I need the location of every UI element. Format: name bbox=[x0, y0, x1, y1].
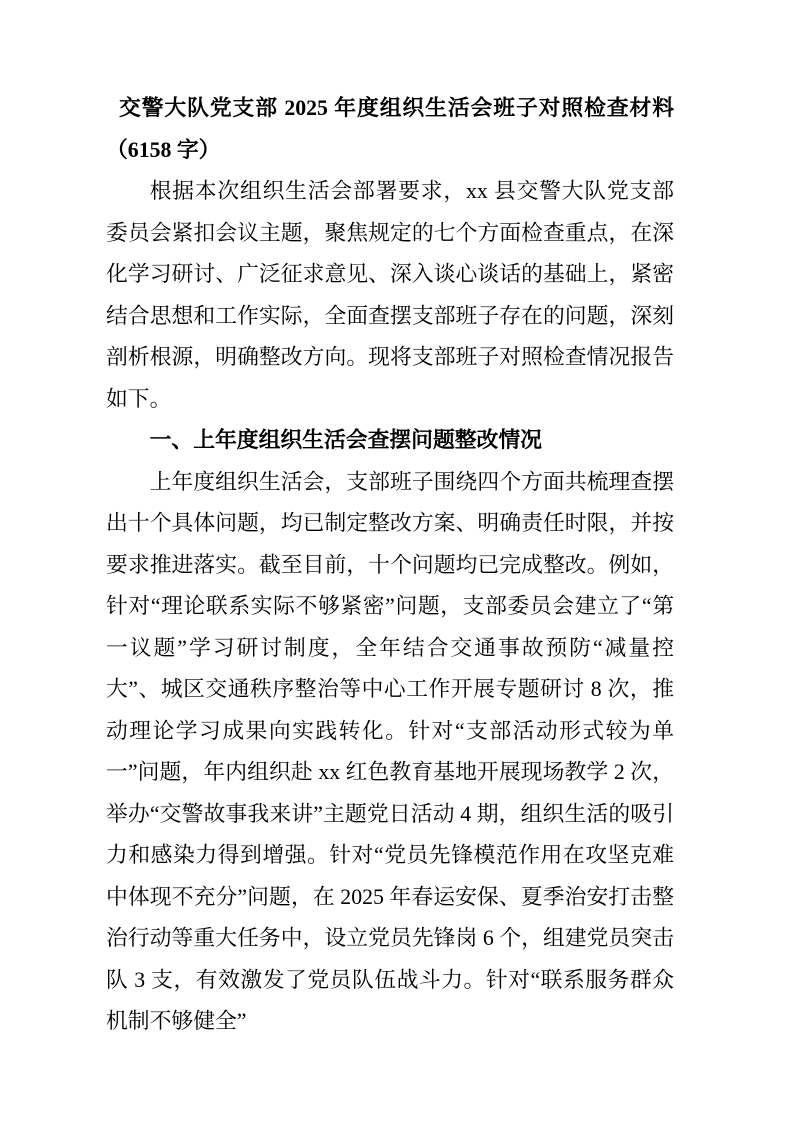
section-1-paragraph: 上年度组织生活会，支部班子围绕四个方面共梳理查摆出十个具体问题，均已制定整改方案、明确责任时限，并按要求推进落实。截至目前，十个问题均已完成整改。例如，针对“理论联系实际不够紧密”问题，支部委员会建立了“第一议题”学习研讨制度，全年结合交通事故预防“减量控大”、城区交通秩序整治等中心工作开展专题研讨 8 次，推动理论学习成果向实践转化。针对“支部活动形式较为单一”问题，年内组织赴 xx 红色教育基地开展现场教学 2 次，举办“交警故事我来讲”主题党日活动 4 期，组织生活的吸引力和感染力得到增强。针对“党员先锋模范作用在攻坚克难中体现不充分”问题，在 2025 年春运安保、夏季治安打击整治行动等重大任务中，设立党员先锋岗 6 个，组建党员突击队 3 支，有效激发了党员队伍战斗力。针对“联系服务群众机制不够健全” bbox=[106, 469, 674, 1033]
intro-paragraph: 根据本次组织生活会部署要求，xx 县交警大队党支部委员会紧扣会议主题，聚焦规定的七个方面检查重点，在深化学习研讨、广泛征求意见、深入谈心谈话的基础上，紧密结合思想和工作实际，全面查摆支部班子存在的问题，深刻剖析根源，明确整改方向。现将支部班子对照检查情况报告如下。 bbox=[106, 179, 674, 411]
document-title: 交警大队党支部 2025 年度组织生活会班子对照检查材料（6158 字） bbox=[106, 96, 674, 162]
section-1-heading: 一、上年度组织生活会查摆问题整改情况 bbox=[149, 428, 542, 452]
